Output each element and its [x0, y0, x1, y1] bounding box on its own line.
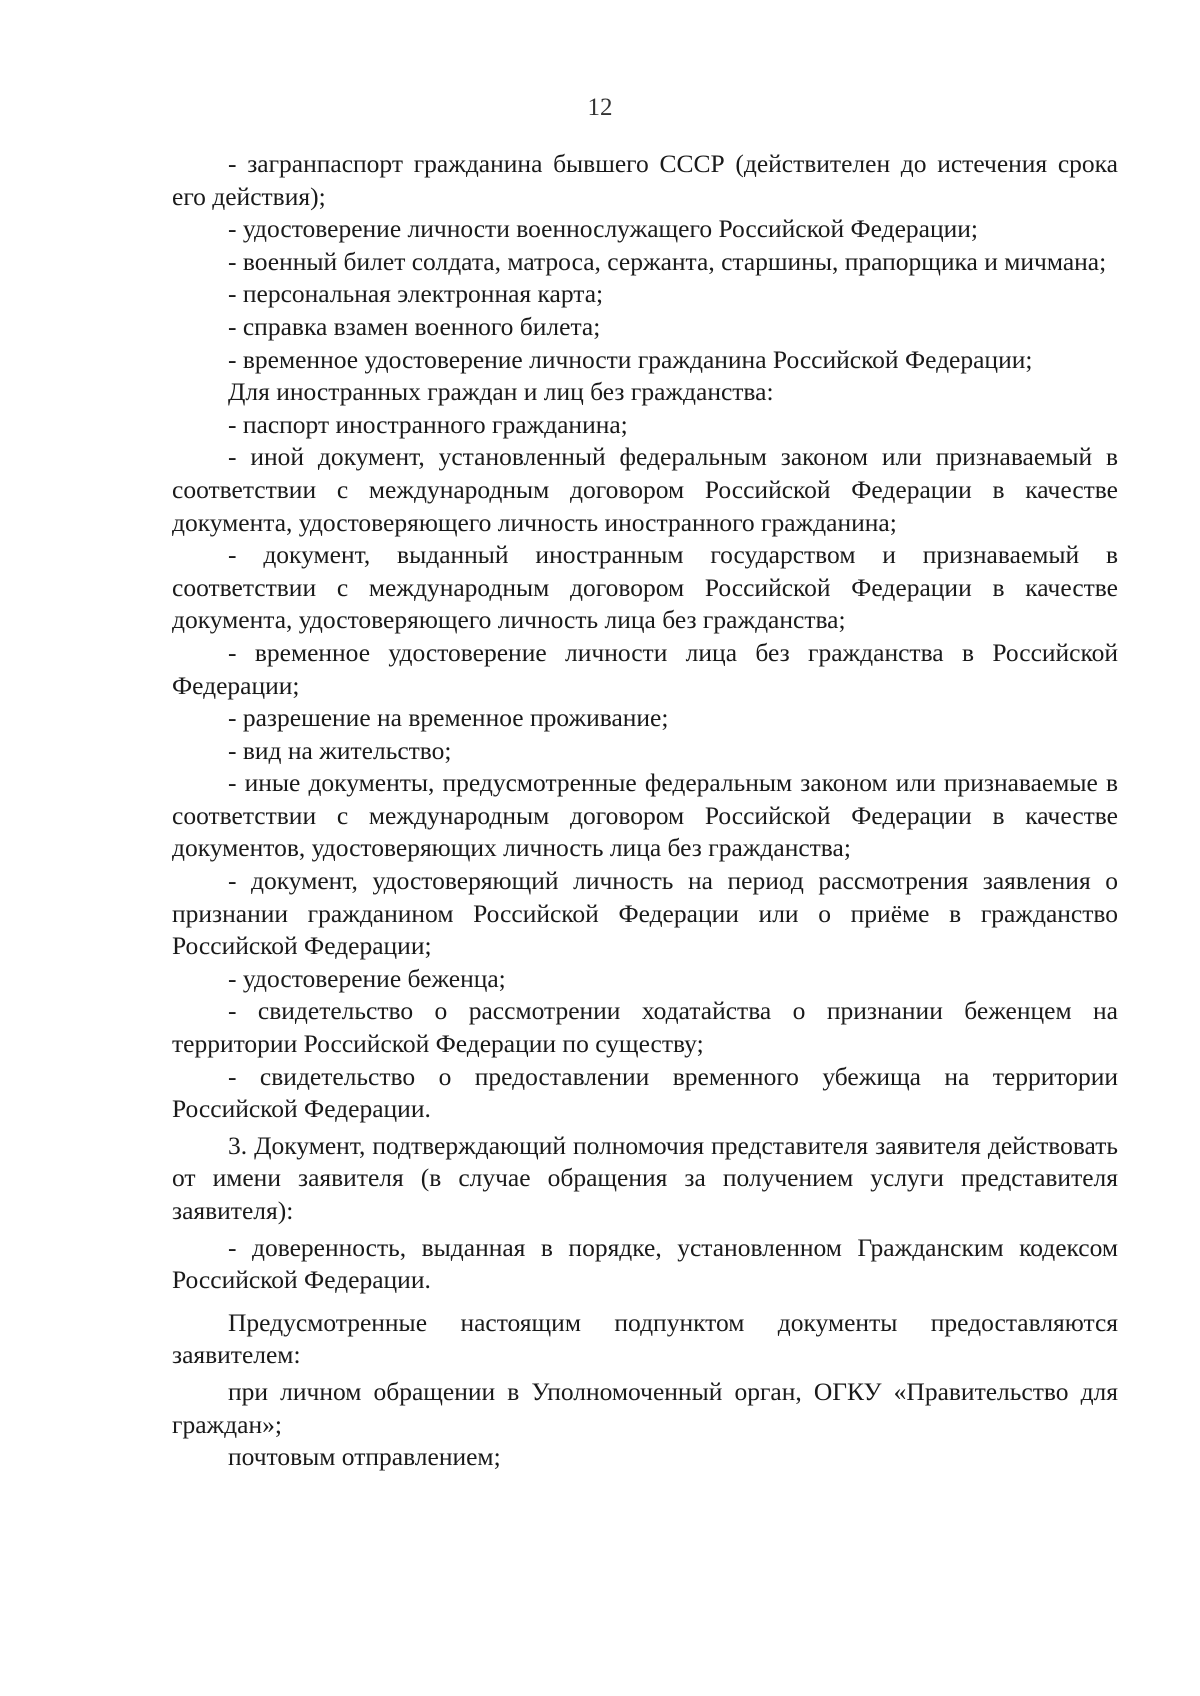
- list-item-id-during-review: - документ, удостоверяющий личность на период рассмотрения заявления о признании гражданином Российской Федерации или о приёме в гражданство Российской Федерации;: [172, 866, 1118, 961]
- list-item-temporary-asylum-certificate: - свидетельство о предоставлении временного убежища на территории Российской Федерации.: [172, 1061, 1118, 1124]
- list-item-residence-permit: - вид на жительство;: [228, 735, 452, 765]
- list-item-document-foreign-state: - документ, выданный иностранным государством и признаваемый в соответствии с международным договором Российской Федерации в качестве документа, удостоверяющего личность лица без гражданства;: [172, 540, 1118, 635]
- paragraph-submission-intro: Предусмотренные настоящим подпунктом документы предоставляются заявителем:: [172, 1307, 1118, 1370]
- list-item-refugee-certificate: - удостоверение беженца;: [228, 963, 506, 993]
- list-item-military-ticket: - военный билет солдата, матроса, сержанта, старшины, прапорщика и мичмана;: [228, 246, 1107, 276]
- list-item-temporary-id-citizen: - временное удостоверение личности гражданина Российской Федерации;: [228, 344, 1033, 374]
- list-item-serviceman-id: - удостоверение личности военнослужащего Российской Федерации;: [228, 214, 978, 244]
- list-item-personal-e-card: - персональная электронная карта;: [228, 279, 604, 309]
- list-item-refugee-petition-certificate: - свидетельство о рассмотрении ходатайства о признании беженцем на территории Российской Федерации по существу;: [172, 996, 1118, 1059]
- section-heading-foreigners: Для иностранных граждан и лиц без гражданства:: [228, 377, 774, 407]
- list-item-other-document-foreigner: - иной документ, установленный федеральным законом или признаваемый в соответствии с международным договором Российской Федерации в качестве документа, удостоверяющего личность иностранного гражданина;: [172, 442, 1118, 537]
- list-item-foreign-passport-ussr: - загранпаспорт гражданина бывшего СССР (действителен до истечения срока его действия);: [172, 149, 1118, 211]
- page-number: 12: [587, 94, 613, 121]
- numbered-clause-3: 3. Документ, подтверждающий полномочия представителя заявителя действовать от имени заявителя (в случае обращения за получением услуги представителя заявителя):: [172, 1130, 1118, 1225]
- list-item-foreign-passport: - паспорт иностранного гражданина;: [228, 409, 628, 439]
- list-item-temporary-id-stateless: - временное удостоверение личности лица без гражданства в Российской Федерации;: [172, 637, 1118, 700]
- list-item-military-certificate: - справка взамен военного билета;: [228, 311, 601, 341]
- submission-method-in-person: при личном обращении в Уполномоченный орган, ОГКУ «Правительство для граждан»;: [172, 1376, 1118, 1439]
- submission-method-post: почтовым отправлением;: [228, 1442, 501, 1472]
- list-item-power-of-attorney: - доверенность, выданная в порядке, установленном Гражданским кодексом Российской Федерации.: [172, 1232, 1118, 1295]
- list-item-temporary-residence-permit: - разрешение на временное проживание;: [228, 703, 669, 733]
- list-item-other-documents-stateless: - иные документы, предусмотренные федеральным законом или признаваемые в соответствии с международным договором Российской Федерации в качестве документов, удостоверяющих личность лица без гражданства;: [172, 768, 1118, 863]
- document-body: [172, 148, 1118, 1474]
